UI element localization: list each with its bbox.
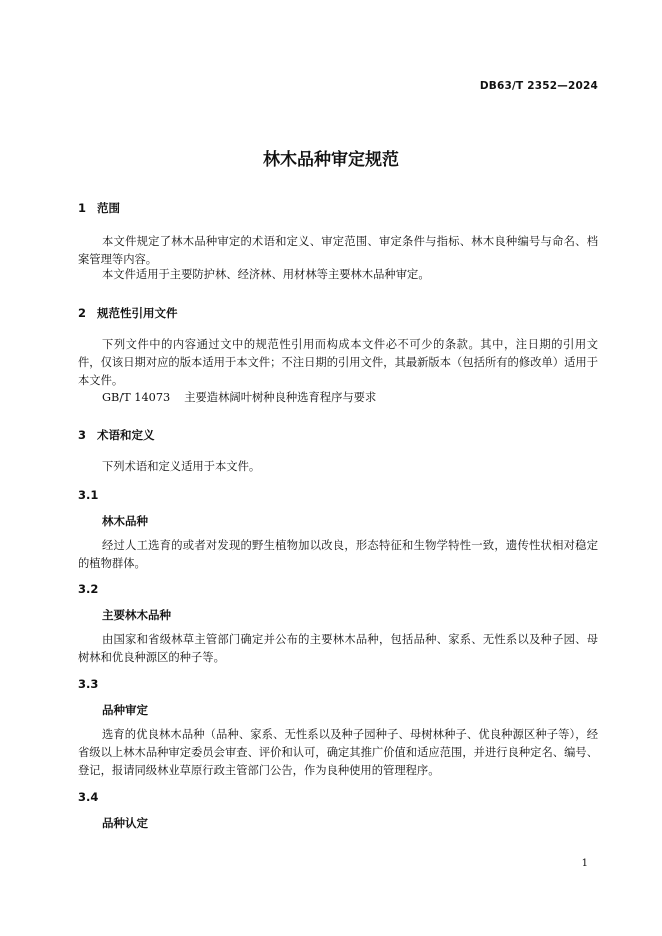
clause-number: 3.4 [78,790,99,804]
section-number: 1 [78,201,87,215]
term-name: 林木品种 [102,514,148,528]
term-name: 品种认定 [102,816,148,830]
scope-paragraph-2: 本文件适用于主要防护林、经济林、用材林等主要林木品种审定。 [102,268,430,281]
document-title: 林木品种审定规范 [263,150,399,170]
scope-paragraph-1: 本文件规定了林木品种审定的术语和定义、审定范围、审定条件与指标、林木良种编号与命名、档案管理等内容。 [78,235,598,266]
reference-code: GB/T 14073 [102,391,171,404]
clause-number: 3.3 [78,677,99,691]
section-heading-normative-references [78,305,178,321]
section-heading-scope [78,200,120,216]
term-name: 品种审定 [102,703,148,717]
normative-reference-item [102,389,376,405]
document-id-header: DB63/T 2352—2024 [479,80,598,92]
term-name: 主要林木品种 [102,608,171,622]
section-title: 规范性引用文件 [97,306,178,320]
term-definition: 经过人工选育的或者对发现的野生植物加以改良，形态特征和生物学特性一致，遗传性状相对稳定的植物群体。 [78,539,598,570]
clause-number: 3.1 [78,488,99,502]
section-title: 范围 [97,201,120,215]
reference-title: 主要造林阔叶树种良种选育程序与要求 [184,391,377,404]
section-heading-terms-definitions [78,427,155,443]
page-number: 1 [581,858,588,869]
section-number: 3 [78,428,87,442]
terms-intro-paragraph: 下列术语和定义适用于本文件。 [102,460,261,473]
section-number: 2 [78,306,87,320]
term-definition: 选育的优良林木品种（品种、家系、无性系以及种子园种子、母树林种子、优良种源区种子等），经省级以上林木品种审定委员会审查、评价和认可，确定其推广价值和适应范围，并进行良种定名、编号、登记，报请同级林业草原行政主管部门公告，作为良种使用的管理程序。 [78,728,598,777]
section-title: 术语和定义 [97,428,155,442]
clause-number: 3.2 [78,582,99,596]
term-definition: 由国家和省级林草主管部门确定并公布的主要林木品种，包括品种、家系、无性系以及种子园、母树林和优良种源区的种子等。 [78,633,598,664]
normative-paragraph: 下列文件中的内容通过文中的规范性引用而构成本文件必不可少的条款。其中，注日期的引用文件，仅该日期对应的版本适用于本文件；不注日期的引用文件，其最新版本（包括所有的修改单）适用于本文件。 [78,338,598,387]
